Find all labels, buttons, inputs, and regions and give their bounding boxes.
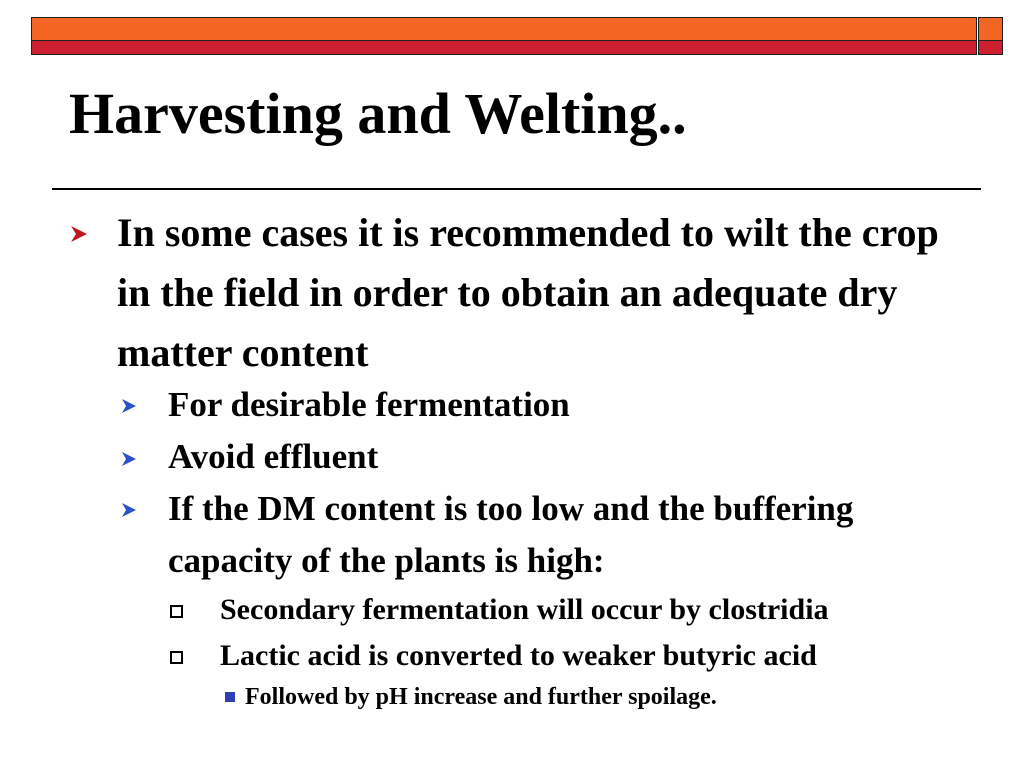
arrow-bullet-icon: [121, 502, 137, 518]
header-bar-side-block: [978, 17, 1003, 55]
arrow-bullet-icon: [121, 451, 137, 467]
header-bar-red-stripe: [32, 40, 976, 54]
header-bar-side-orange: [979, 18, 1002, 42]
bullet-item-wilt-crop: In some cases it is recommended to wilt the crop in the field in order to obtain an adequate dry matter content: [117, 210, 939, 375]
hollow-square-bullet-icon: [170, 651, 183, 664]
sub-bullet-avoid-effluent: Avoid effluent: [168, 437, 379, 476]
sub-sub-bullet-lactic-acid: Lactic acid is converted to weaker butyric acid: [220, 639, 817, 672]
slide-title: Harvesting and Welting..: [69, 81, 687, 146]
sub-bullet-dm-content-low: If the DM content is too low and the buffering capacity of the plants is high:: [168, 489, 854, 580]
hollow-square-bullet-icon: [170, 605, 183, 618]
sub-sub-bullet-secondary-fermentation: Secondary fermentation will occur by clostridia: [220, 593, 829, 626]
level4-bullet-ph-increase: Followed by pH increase and further spoilage.: [245, 684, 717, 710]
sub-bullet-desirable-fermentation: For desirable fermentation: [168, 385, 570, 424]
arrow-bullet-icon: [70, 225, 88, 243]
arrow-bullet-icon: [121, 398, 137, 414]
filled-square-bullet-icon: [225, 692, 235, 702]
header-bar-orange-stripe: [32, 18, 976, 42]
header-bar-side-red: [979, 40, 1002, 54]
header-decoration-bar: [31, 17, 1003, 57]
header-bar-main: [31, 17, 977, 55]
title-divider: [52, 188, 981, 190]
